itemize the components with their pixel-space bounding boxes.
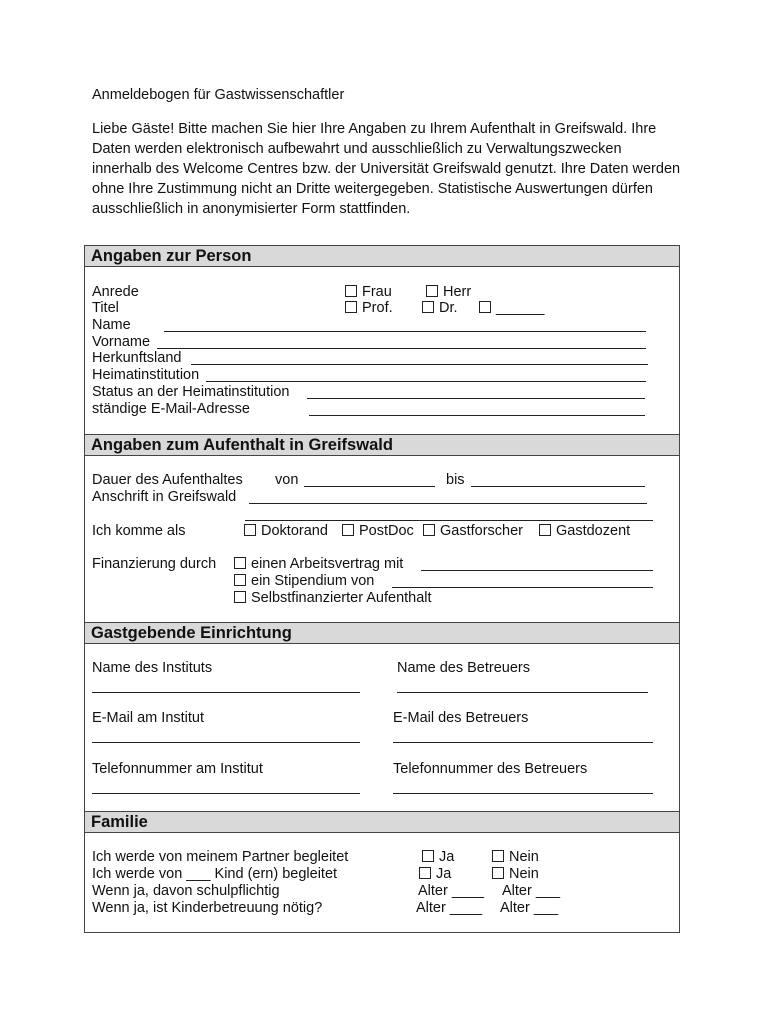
anschrift-field-2[interactable] <box>245 520 653 521</box>
kind-label: Ich werde von ___ Kind (ern) begleitet <box>92 866 338 882</box>
betreuung-label: Wenn ja, ist Kinderbetreuung nötig? <box>92 900 323 916</box>
partner-ja-checkbox[interactable] <box>422 850 434 862</box>
name-field[interactable] <box>164 331 646 332</box>
email-institut-label: E-Mail am Institut <box>92 710 204 726</box>
partner-nein-option[interactable]: Nein <box>492 849 539 866</box>
gastdozent-option[interactable]: Gastdozent <box>539 523 630 540</box>
anschrift-label: Anschrift in Greifswald <box>92 489 237 505</box>
stipendium-option[interactable]: ein Stipendium von <box>234 573 374 590</box>
bis-label: bis <box>446 472 465 488</box>
vorname-label: Vorname <box>92 334 151 350</box>
email-institut-field[interactable] <box>92 742 360 743</box>
doktorand-option[interactable]: Doktorand <box>244 523 328 540</box>
herr-option[interactable]: Herr <box>426 284 471 301</box>
partner-nein-checkbox[interactable] <box>492 850 504 862</box>
partner-ja-option[interactable]: Ja <box>422 849 454 866</box>
komme-label: Ich komme als <box>92 523 186 539</box>
status-field[interactable] <box>307 398 645 399</box>
section-header-host: Gastgebende Einrichtung <box>85 622 679 644</box>
schul-alter-1[interactable]: Alter ____ <box>418 883 485 899</box>
section-header-person: Angaben zur Person <box>85 245 679 267</box>
heimatinstitution-field[interactable] <box>206 381 646 382</box>
frau-checkbox[interactable] <box>345 285 357 297</box>
email-betreuer-label: E-Mail des Betreuers <box>393 710 529 726</box>
email-betreuer-field[interactable] <box>393 742 653 743</box>
titel-other-checkbox[interactable] <box>479 301 491 313</box>
selbst-checkbox[interactable] <box>234 591 246 603</box>
tel-betreuer-label: Telefonnummer des Betreuers <box>393 761 588 777</box>
stipendium-checkbox[interactable] <box>234 574 246 586</box>
email-field[interactable] <box>309 415 645 416</box>
schul-alter-2[interactable]: Alter ___ <box>502 883 561 899</box>
von-field[interactable] <box>304 486 435 487</box>
partner-label: Ich werde von meinem Partner begleitet <box>92 849 349 865</box>
herr-checkbox[interactable] <box>426 285 438 297</box>
finanzierung-label: Finanzierung durch <box>92 556 217 572</box>
dr-checkbox[interactable] <box>422 301 434 313</box>
institut-label: Name des Instituts <box>92 660 213 676</box>
institut-field[interactable] <box>92 692 360 693</box>
dr-option[interactable]: Dr. <box>422 300 458 317</box>
gastforscher-option[interactable]: Gastforscher <box>423 523 523 540</box>
arbeitsvertrag-field[interactable] <box>421 570 653 571</box>
postdoc-checkbox[interactable] <box>342 524 354 536</box>
section-header-stay: Angaben zum Aufenthalt in Greifswald <box>85 434 679 456</box>
betreuung-alter-2[interactable]: Alter ___ <box>500 900 559 916</box>
prof-option[interactable]: Prof. <box>345 300 393 317</box>
frau-option[interactable]: Frau <box>345 284 392 301</box>
betreuer-label: Name des Betreuers <box>397 660 530 676</box>
name-label: Name <box>92 317 131 333</box>
schulpflichtig-label: Wenn ja, davon schulpflichtig <box>92 883 280 899</box>
dauer-label: Dauer des Aufenthaltes <box>92 472 243 488</box>
titel-other-option[interactable]: ______ <box>479 300 544 317</box>
bis-field[interactable] <box>471 486 645 487</box>
arbeitsvertrag-checkbox[interactable] <box>234 557 246 569</box>
vorname-field[interactable] <box>157 348 646 349</box>
arbeitsvertrag-option[interactable]: einen Arbeitsvertrag mit <box>234 556 403 573</box>
betreuung-alter-1[interactable]: Alter ____ <box>416 900 483 916</box>
herkunftsland-label: Herkunftsland <box>92 350 182 366</box>
anrede-label: Anrede <box>92 284 139 300</box>
kind-ja-checkbox[interactable] <box>419 867 431 879</box>
tel-institut-label: Telefonnummer am Institut <box>92 761 263 777</box>
titel-label: Titel <box>92 300 119 316</box>
von-label: von <box>275 472 299 488</box>
stipendium-field[interactable] <box>392 587 653 588</box>
kind-nein-checkbox[interactable] <box>492 867 504 879</box>
postdoc-option[interactable]: PostDoc <box>342 523 414 540</box>
gastforscher-checkbox[interactable] <box>423 524 435 536</box>
herkunftsland-field[interactable] <box>191 364 648 365</box>
betreuer-field[interactable] <box>397 692 648 693</box>
gastdozent-checkbox[interactable] <box>539 524 551 536</box>
email-label: ständige E-Mail-Adresse <box>92 401 250 417</box>
tel-betreuer-field[interactable] <box>393 793 653 794</box>
status-label: Status an der Heimatinstitution <box>92 384 290 400</box>
prof-checkbox[interactable] <box>345 301 357 313</box>
kind-ja-option[interactable]: Ja <box>419 866 451 883</box>
section-header-family: Familie <box>85 811 679 833</box>
heimatinstitution-label: Heimatinstitution <box>92 367 200 383</box>
intro-text: Liebe Gäste! Bitte machen Sie hier Ihre Angaben zu Ihrem Aufenthalt in Greifswald. Ihre Daten werden elektronisch aufbewahrt und ausschließlich zu Verwaltungszwecken innerhalb des Welcome Centres bzw. der Universität Greifswald genutzt. Ihre Daten werden ohne Ihre Zustimmung nicht an Dritte weitergegeben. Statistische Auswertungen dürfen ausschließlich in anonymisierter Form stattfinden. <box>92 121 681 217</box>
tel-institut-field[interactable] <box>92 793 360 794</box>
kind-nein-option[interactable]: Nein <box>492 866 539 883</box>
document-title: Anmeldebogen für Gastwissenschaftler <box>92 87 345 103</box>
selbst-option[interactable]: Selbstfinanzierter Aufenthalt <box>234 590 432 607</box>
doktorand-checkbox[interactable] <box>244 524 256 536</box>
anschrift-field-1[interactable] <box>249 503 647 504</box>
